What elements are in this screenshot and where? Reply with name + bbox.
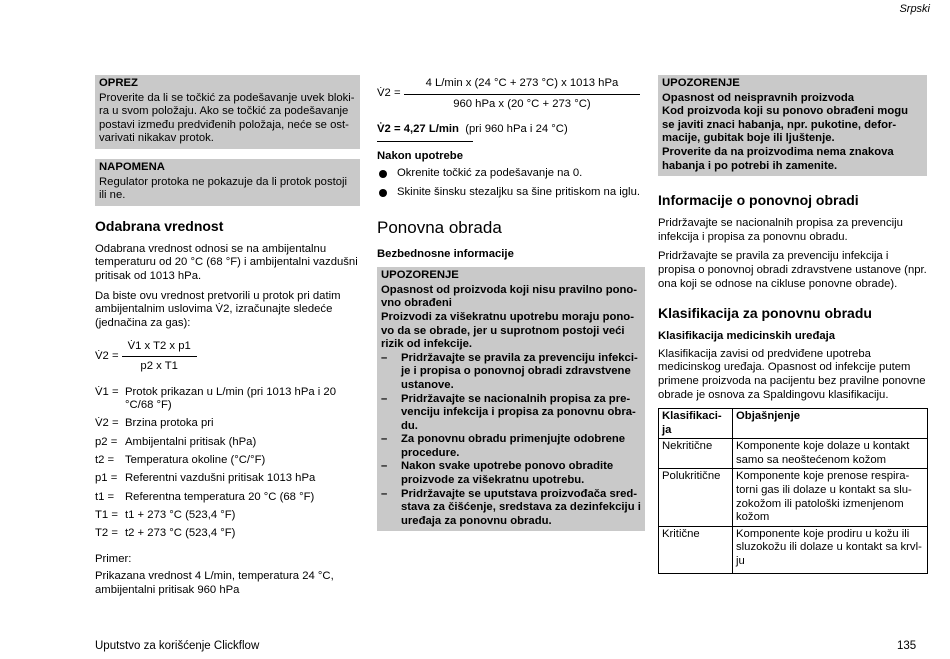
definition-key: V̇1 = — [95, 385, 119, 398]
definition-value: t1 + 273 °C (523,4 °F) — [125, 508, 236, 521]
table-row — [659, 439, 928, 469]
definition-row — [95, 454, 360, 468]
definition-value: Brzina protoka pri — [125, 417, 214, 430]
paragraph: Klasifikacija zavisi od predviđene upotreba medicinskog uređaja. Opasnost od infekcije putem primene proizvoda na pacijentu bez pravilne ponovne obrade je osnova za Spaldingovu klasifikaciju. — [658, 347, 926, 401]
warning-line: Proverite da na proizvodima nema znakova habanja i po potrebi ih zamenite. — [662, 145, 894, 172]
definition-row — [95, 436, 360, 450]
section-heading-classification: Klasifikacija za ponovnu obradu — [658, 305, 872, 322]
warning-item-text: Nakon svake upotrebe ponovo obradite proizvode za višekratnu upotrebu. — [401, 460, 614, 487]
after-use-heading: Nakon upotrebe — [377, 149, 463, 162]
table-cell: Kritične — [659, 526, 733, 573]
caution-box — [95, 75, 360, 149]
safety-info-heading: Bezbednosne informacije — [377, 247, 514, 260]
table-header-cell: Klasifikaci-ja — [659, 409, 733, 439]
example-text: Prikazana vrednost 4 L/min, temperatura 24 °C, ambijentalni pritisak 960 hPa — [95, 570, 334, 596]
table-cell: Komponente koje prenose respira-torni gas ili dolaze u kontakt sa slu-zokožom ili patološki izmenjenom kožom — [733, 469, 928, 526]
column-right — [658, 75, 927, 574]
warning-box — [377, 267, 645, 531]
bullet-icon — [379, 170, 387, 178]
result-value: V̇2 = 4,27 L/min — [377, 123, 459, 136]
table-row — [659, 469, 928, 526]
warning-item: – Pridržavajte se pravila za prevenciju infekci-je i propisa o ponovnoj obradi zdravstvene ustanove. — [381, 352, 641, 393]
warning-title: UPOZORENJE — [662, 77, 740, 89]
warning-item-text: Pridržavajte se uputstava proizvođača sred-stava za čišćenje, sredstava za dezinfekciju i uređaja za ponovnu obradu. — [401, 487, 641, 527]
caution-title: OPREZ — [99, 77, 138, 89]
paragraph: Odabrana vrednost odnosi se na ambijentalnu temperaturu od 20 °C (68 °F) i ambijentalni vazdušni pritisak od 1013 hPa. — [95, 242, 358, 282]
note-title: NAPOMENA — [99, 160, 165, 173]
medical-device-classification-heading: Klasifikacija medicinskih uređaja — [658, 330, 836, 343]
language-label: Srpski — [899, 3, 930, 15]
list-item — [377, 186, 645, 200]
definition-row — [95, 472, 360, 486]
definition-value: t2 + 273 °C (523,4 °F) — [125, 527, 236, 540]
equation-denominator: p2 x T1 — [140, 359, 178, 372]
variable-definitions — [95, 386, 360, 541]
warning-item: – Za ponovnu obradu primenjujte odobrene procedure. — [381, 433, 641, 460]
definition-key: p1 = — [95, 472, 118, 485]
bullet-icon — [379, 189, 387, 197]
section-heading-selected-value: Odabrana vrednost — [95, 217, 224, 234]
warning-title: UPOZORENJE — [381, 269, 459, 282]
note-text: Regulator protoka ne pokazuje da li protok postoji ili ne. — [99, 175, 348, 202]
table-row — [659, 526, 928, 573]
definition-row — [95, 491, 360, 505]
table-cell: Nekritične — [659, 439, 733, 469]
definition-value: Referentna temperatura 20 °C (68 °F) — [125, 490, 315, 503]
gas-equation — [95, 340, 360, 373]
result-conditions: (pri 960 hPa i 24 °C) — [465, 123, 568, 136]
definition-key: p2 = — [95, 435, 118, 448]
definition-value: Ambijentalni pritisak (hPa) — [125, 435, 257, 448]
warning-box — [658, 75, 927, 176]
example-equation — [377, 77, 645, 111]
footer-manual-title: Uputstvo za korišćenje Clickflow — [95, 640, 260, 652]
page-number: 135 — [897, 640, 917, 652]
paragraph: Pridržavajte se nacionalnih propisa za prevenciju infekcija i propisa za ponovnu obradu. — [658, 217, 903, 243]
table-cell: Komponente koje dolaze u kontakt samo sa neoštećenom kožom — [733, 439, 928, 469]
equation-lhs: V̇2 = — [377, 87, 401, 100]
warning-item-text: Pridržavajte se nacionalnih propisa za pre-venciju infekcija i propisa za ponovnu obra-du. — [401, 392, 636, 432]
warning-item-text: Pridržavajte se pravila za prevenciju infekci-je i propisa o ponovnoj obradi zdravstvene ustanove. — [401, 351, 638, 391]
warning-line: Kod proizvoda koji su ponovo obrađeni mogu se javiti znaci habanja, npr. pukotine, defor-macije, gubitak boje ili ljuštenje. — [662, 105, 909, 145]
list-item-text: Okrenite točkić za podešavanje na 0. — [397, 167, 583, 180]
warning-item-text: Za ponovnu obradu primenjujte odobrene procedure. — [401, 433, 626, 459]
paragraph: Da biste ovu vrednost pretvorili u protok pri datim ambijentalnim uslovima V̇2, izračunajte sledeće (jednačina za gas): — [95, 289, 341, 329]
list-item — [377, 167, 645, 181]
definition-value: Temperatura okoline (°C/°F) — [125, 453, 266, 466]
warning-line: Opasnost od proizvoda koji nisu pravilno pono-vno obrađeni — [381, 283, 638, 310]
equation-lhs: V̇2 = — [95, 350, 119, 363]
warning-line: Proizvodi za višekratnu upotrebu moraju pono-vo da se obrade, jer u suprotnom postoji veći rizik od infekcije. — [381, 310, 634, 351]
definition-value: Referentni vazdušni pritisak 1013 hPa — [125, 472, 316, 485]
list-item-text: Skinite šinsku stezaljku sa šine pritiskom na iglu. — [397, 185, 640, 198]
example-label: Primer: — [95, 552, 132, 565]
paragraph: Pridržavajte se pravila za prevenciju infekcija i propisa o ponovnoj obradi zdravstvene ustanove (npr. ona koji se odnose na cikluse ponovne obrade). — [658, 250, 927, 290]
table-header-cell: Objašnjenje — [733, 409, 928, 439]
column-left — [95, 75, 360, 603]
definition-row — [95, 417, 360, 431]
equation-numerator: V̇1 x T2 x p1 — [122, 340, 197, 357]
table-header-row — [659, 409, 928, 439]
caution-text: Proverite da li se točkić za podešavanje uvek bloki-ra u svom položaju. Ako se točkić za podešavanje postavi između predviđenih položaja, neće se ost-varivati nikakav protok. — [99, 91, 355, 145]
definition-row — [95, 386, 360, 413]
definition-key: t2 = — [95, 453, 115, 466]
column-middle — [377, 75, 645, 541]
definition-row — [95, 527, 360, 541]
divider — [377, 141, 473, 142]
note-box — [95, 159, 360, 206]
table-cell: Komponente koje prodiru u kožu ili sluzokožu ili dolaze u kontakt sa krvl-ju — [733, 526, 928, 573]
definition-key: t1 = — [95, 490, 115, 503]
definition-value: Protok prikazan u L/min (pri 1013 hPa i 20 °C/68 °F) — [125, 385, 336, 412]
equation-numerator: 4 L/min x (24 °C + 273 °C) x 1013 hPa — [404, 77, 641, 95]
warning-item: – Pridržavajte se uputstava proizvođača sred-stava za čišćenje, sredstava za dezinfekciju i uređaja za ponovnu obradu. — [381, 487, 641, 527]
section-heading-reprocessing-info: Informacije o ponovnoj obradi — [658, 192, 859, 209]
section-heading-reprocessing: Ponovna obrada — [377, 217, 502, 237]
warning-item: – Nakon svake upotrebe ponovo obradite proizvode za višekratnu upotrebu. — [381, 460, 641, 487]
warning-item: – Pridržavajte se nacionalnih propisa za pre-venciju infekcija i propisa za ponovnu obra-du. — [381, 393, 641, 434]
definition-key: V̇2 = — [95, 417, 119, 430]
warning-line: Opasnost od neispravnih proizvoda — [662, 91, 855, 104]
definition-key: T1 = — [95, 508, 118, 521]
definition-row — [95, 509, 360, 523]
classification-table — [658, 408, 928, 574]
table-cell: Polukritične — [659, 469, 733, 526]
equation-denominator: 960 hPa x (20 °C + 273 °C) — [453, 97, 591, 110]
definition-key: T2 = — [95, 527, 118, 540]
example-result — [377, 123, 645, 137]
